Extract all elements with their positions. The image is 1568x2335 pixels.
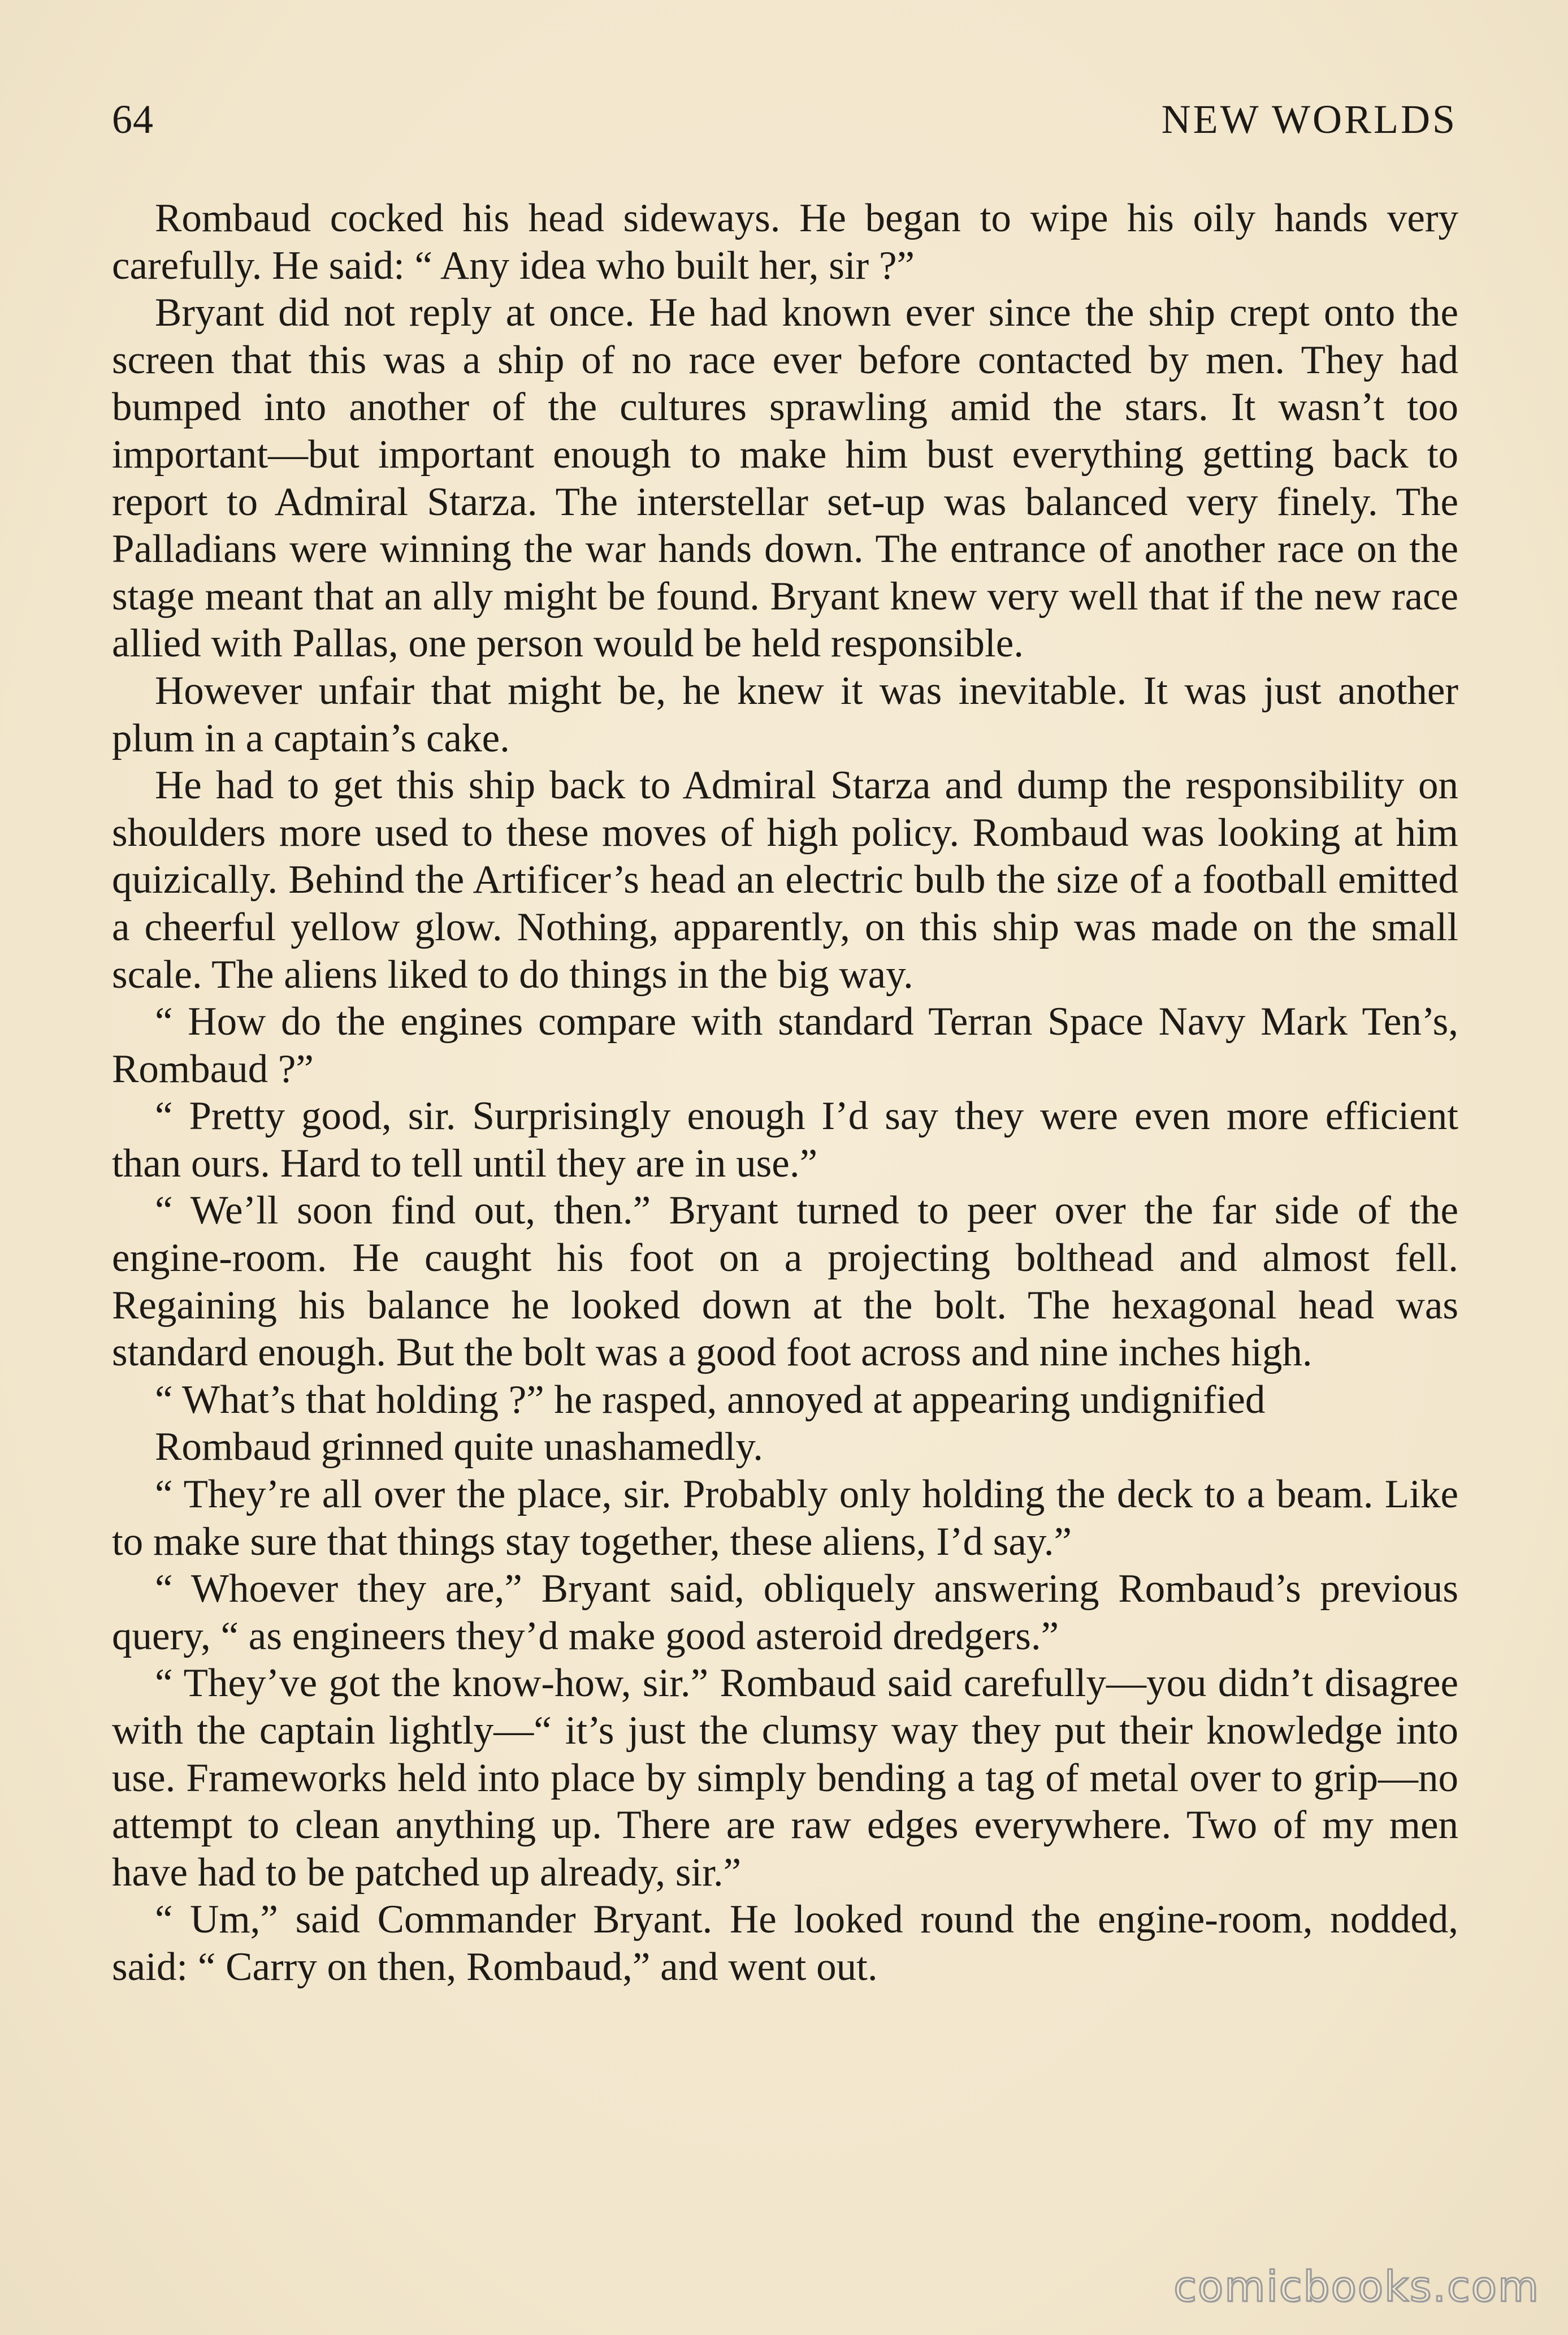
watermark: comicbooks.com xyxy=(1173,2263,1540,2311)
paragraph: “ They’re all over the place, sir. Probably only holding the deck to a beam. Like to make sure that things stay together, these aliens, I’d say.” xyxy=(112,1472,1458,1564)
paragraph: Bryant did not reply at once. He had known ever since the ship crept onto the screen that this was a ship of no race ever before contacted by men. They had bumped into another of the cultures sprawling amid the stars. It wasn’t too important—but important enough to make him bust everything getting back to report to Admiral Starza. The interstellar set-up was balanced very finely. The Palladians were winning the war hands down. The entrance of another race on the stage meant that an ally might be found. Bryant knew very well that if the new race allied with Pallas, one person would be held responsible. xyxy=(112,291,1458,666)
paragraph: “ What’s that holding ?” he rasped, annoyed at appearing undignified xyxy=(155,1377,1266,1422)
paragraph: “ We’ll soon find out, then.” Bryant turned to peer over the far side of the engine-room. He caught his foot on a projecting bolthead and almost fell. Regaining his balance he looked down at the bolt. The hexagonal head was standard enough. But the bolt was a good foot across and nine inches high. xyxy=(112,1188,1458,1375)
page-number: 64 xyxy=(112,97,154,142)
paragraph: “ Pretty good, sir. Surprisingly enough I’d say they were even more efficient than ours. Hard to tell until they are in use.” xyxy=(112,1094,1458,1186)
paragraph: “ Um,” said Commander Bryant. He looked round the engine-room, nodded, said: “ Carry on then, Rombaud,” and went out. xyxy=(112,1897,1458,1989)
paragraph: Rombaud grinned quite unashamedly. xyxy=(155,1425,763,1469)
paragraph: However unfair that might be, he knew it was inevitable. It was just another plum in a captain’s cake. xyxy=(112,668,1458,760)
story-text xyxy=(112,195,1458,1991)
running-head: NEW WORLDS xyxy=(1161,97,1457,142)
paragraph: “ Whoever they are,” Bryant said, obliquely answering Rombaud’s previous query, “ as engineers they’d make good asteroid dredgers.” xyxy=(112,1567,1458,1658)
paragraph: Rombaud cocked his head sideways. He began to wipe his oily hands very carefully. He said: “ Any idea who built her, sir ?” xyxy=(112,196,1458,288)
paragraph: He had to get this ship back to Admiral Starza and dump the responsibility on shoulders more used to these moves of high policy. Rombaud was looking at him quizically. Behind the Artificer’s head an electric bulb the size of a football emitted a cheerful yellow glow. Nothing, apparently, on this ship was made on the small scale. The aliens liked to do things in the big way. xyxy=(112,763,1458,997)
paragraph: “ They’ve got the know-how, sir.” Rombaud said carefully—you didn’t disagree with the captain lightly—“ it’s just the clumsy way they put their knowledge into use. Frameworks held into place by simply bending a tag of metal over to grip—no attempt to clean anything up. There are raw edges everywhere. Two of my men have had to be patched up already, sir.” xyxy=(112,1661,1458,1895)
page-header xyxy=(112,96,1457,158)
paragraph: “ How do the engines compare with standard Terran Space Navy Mark Ten’s, Rombaud ?” xyxy=(112,1000,1458,1091)
